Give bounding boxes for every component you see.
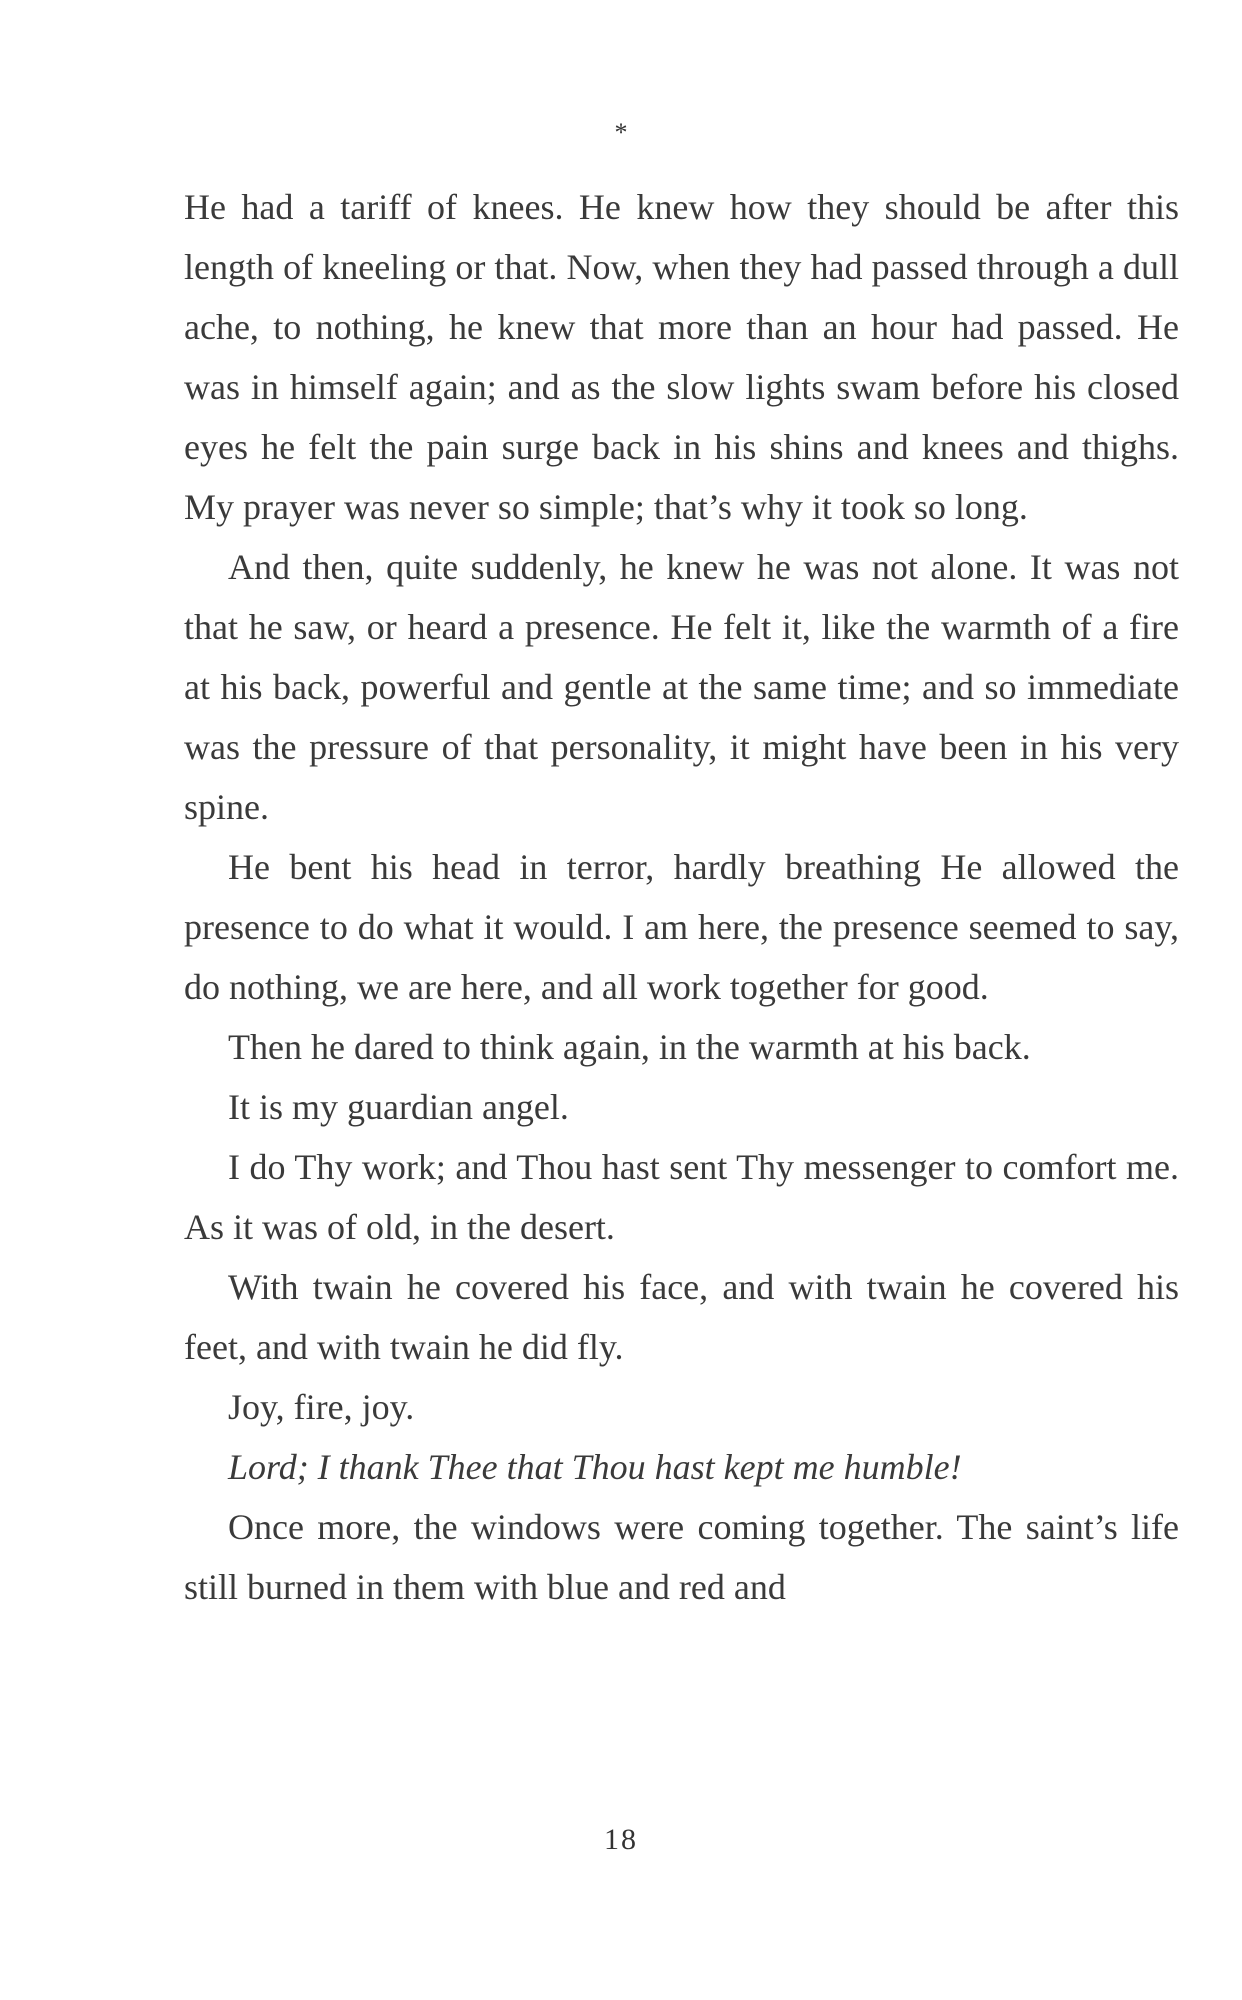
- paragraph-9-italic: Lord; I thank Thee that Thou hast kept me humble!: [228, 1447, 962, 1487]
- section-ornament: *: [614, 118, 628, 147]
- paragraph-5: It is my guardian angel.: [228, 1087, 569, 1127]
- paragraph-10: Once more, the windows were coming together. The saint’s life still burned in them with blue and red and: [184, 1507, 1179, 1607]
- paragraph-7: With twain he covered his face, and with twain he covered his feet, and with twain he did fly.: [184, 1267, 1179, 1367]
- paragraph-8: Joy, fire, joy.: [228, 1387, 415, 1427]
- body-text: [184, 177, 1179, 1617]
- paragraph-6: I do Thy work; and Thou hast sent Thy messenger to comfort me. As it was of old, in the desert.: [184, 1147, 1179, 1247]
- paragraph-2: And then, quite suddenly, he knew he was not alone. It was not that he saw, or heard a presence. He felt it, like the warmth of a fire at his back, powerful and gentle at the same time; and so immediate was the pressure of that personality, it might have been in his very spine.: [184, 547, 1179, 827]
- paragraph-3: He bent his head in terror, hardly breathing He allowed the presence to do what it would. I am here, the presence seemed to say, do nothing, we are here, and all work together for good.: [184, 847, 1179, 1007]
- paragraph-1: He had a tariff of knees. He knew how they should be after this length of kneeling or that. Now, when they had passed through a dull ache, to nothing, he knew that more than an hour had passed. He was in himself again; and as the slow lights swam before his closed eyes he felt the pain surge back in his shins and knees and thighs. My prayer was never so simple; that’s why it took so long.: [184, 187, 1179, 527]
- paragraph-4: Then he dared to think again, in the warmth at his back.: [228, 1027, 1031, 1067]
- page-number: 18: [604, 1823, 638, 1856]
